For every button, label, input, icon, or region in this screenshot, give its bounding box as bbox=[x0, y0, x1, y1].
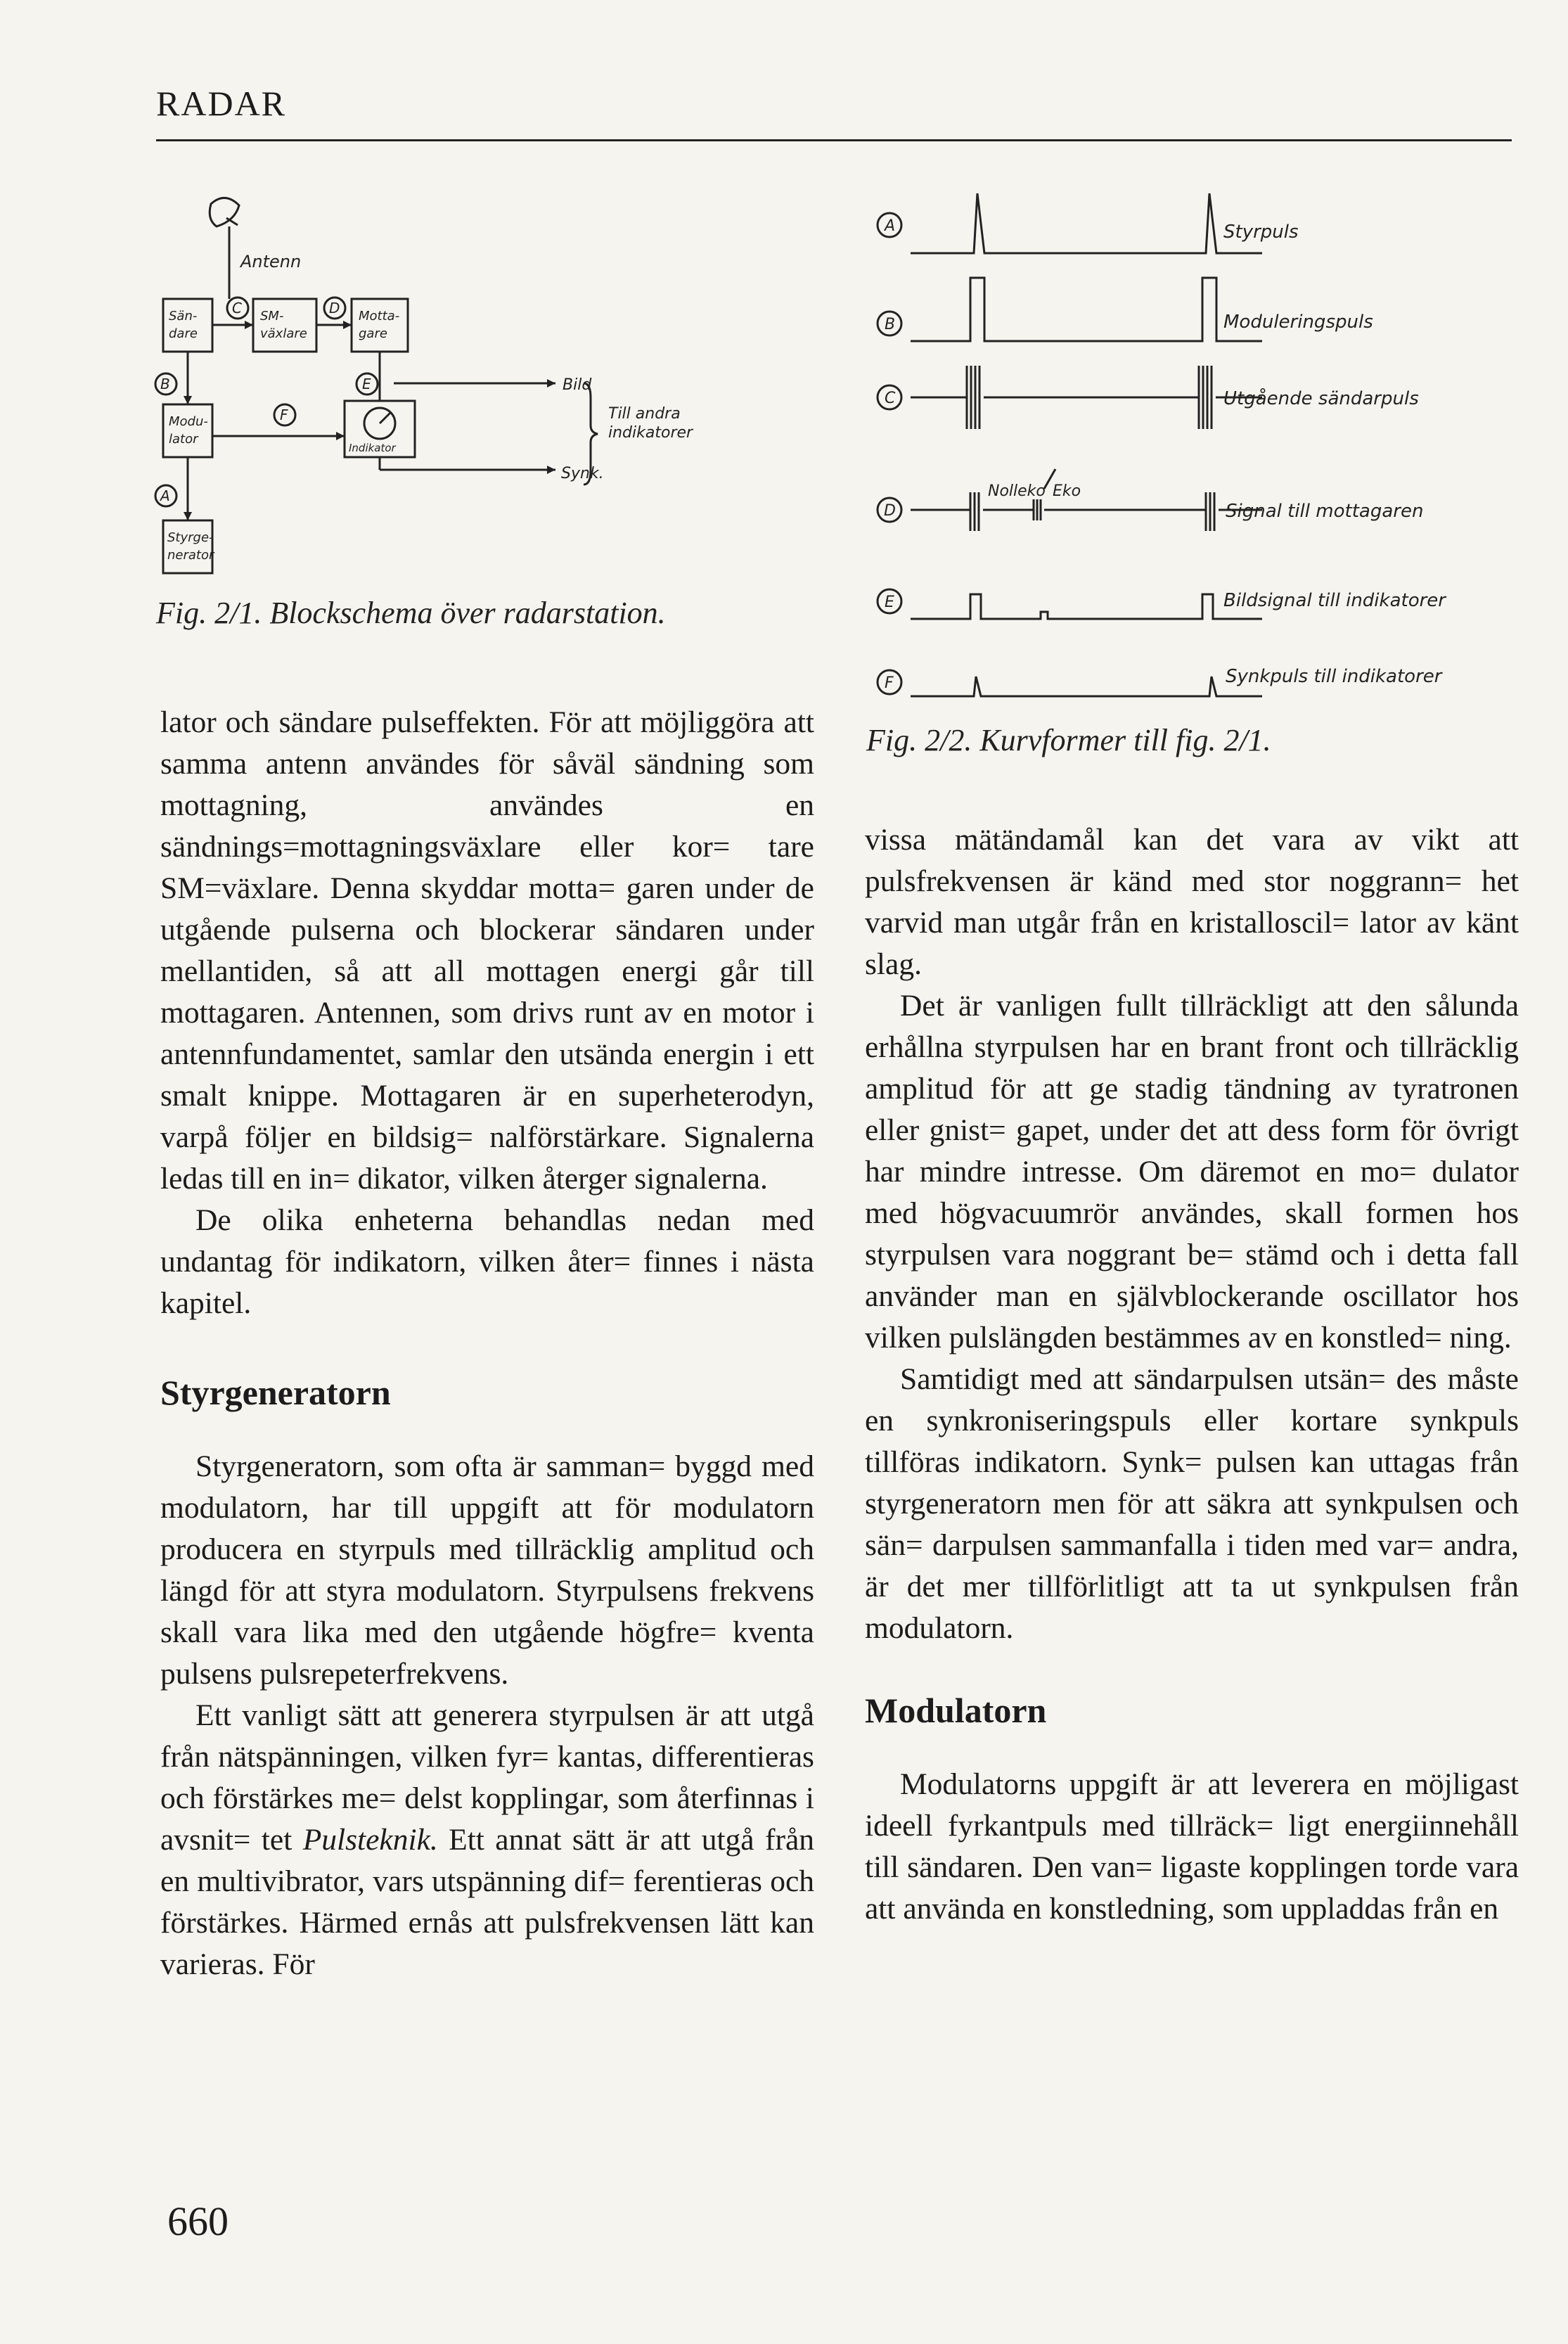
trace-d-marker: D bbox=[884, 502, 896, 520]
fig1-caption: Fig. 2/1. Blockschema över radarstation. bbox=[156, 596, 666, 630]
sm-switch-label-2: växlare bbox=[260, 326, 307, 341]
header-rule bbox=[156, 139, 1512, 141]
right-paragraph-1: vissa mätändamål kan det vara av vikt att pulsfrekvensen är känd med stor noggrann= het varvid man utgår från en kristalloscil= lator av känt slag. bbox=[865, 823, 1519, 981]
trace-a-marker: A bbox=[885, 217, 896, 235]
trace-a-label: Styrpuls bbox=[1223, 222, 1299, 243]
fig2-caption: Fig. 2/2. Kurvformer till fig. 2/1. bbox=[866, 723, 1271, 757]
waveform-diagram bbox=[868, 176, 1501, 724]
waveform-a bbox=[911, 193, 1262, 253]
image-output-label: Bild bbox=[563, 376, 592, 394]
p4-text-before: Ett vanligt sätt att generera styrpulsen är att utgå från nätspänningen, vilken fyr= kantas, differentieras och förstärkes me= delst kopplingar, som återfinnas i avsnit= tet bbox=[160, 1698, 814, 1857]
marker-e: E bbox=[362, 376, 371, 392]
control-generator-label-1: Styrge- bbox=[167, 530, 214, 545]
p4-italic-term: Pulsteknik. bbox=[302, 1823, 438, 1857]
other-indicators-label-2: indikatorer bbox=[608, 424, 693, 442]
other-indicators-label-1: Till andra bbox=[608, 405, 681, 423]
right-paragraph-2: Det är vanligen fullt tillräckligt att den sålunda erhållna styrpulsen har en brant front och tillräcklig amplitud för att ge stadig tändning av tyratronen eller gnist= gapet, under det att dess form för övrigt har mindre intresse. Om däremot en mo= dulator med högvacuumrör användes, skall formen hos styrpulsen vara noggrant be= stämd och i detta fall använder man en självblockerande oscillator hos vilken pulslängden bestämmes av en konstled= ning. bbox=[865, 989, 1519, 1354]
indicator-label: Indikator bbox=[349, 442, 396, 454]
trace-d-label: Signal till mottagaren bbox=[1226, 501, 1424, 522]
receiver-label-1: Motta- bbox=[359, 309, 400, 324]
sm-switch-label-1: SM- bbox=[260, 309, 284, 324]
modulator-label-2: lator bbox=[169, 432, 198, 447]
left-paragraph-3: Styrgeneratorn, som ofta är samman= byggd med modulatorn, har till uppgift att för modulatorn producera en styrpuls med tillräcklig amplitud och längd för att styra modulatorn. Styrpulsens frekvens skall vara lika med den utgående högfre= kventa pulsens pulsrepeterfrekvens. bbox=[160, 1449, 814, 1691]
section-heading-modulatorn: Modulatorn bbox=[865, 1691, 1047, 1730]
waveform-c bbox=[911, 366, 1262, 429]
trace-c-marker: C bbox=[885, 390, 896, 407]
marker-a: A bbox=[160, 487, 170, 504]
waveform-e bbox=[911, 594, 1262, 619]
trace-f-marker: F bbox=[885, 674, 894, 692]
marker-b: B bbox=[160, 376, 170, 392]
marker-c: C bbox=[232, 300, 242, 316]
right-paragraph-3: Samtidigt med att sändarpulsen utsän= des måste en synkroniseringspuls eller kortare synkpuls tillföras indikatorn. Synk= pulsen kan uttagas från styrgeneratorn men för att säkra att synkpulsen och sän= darpulsen sammanfalla i tiden med var= andra, är det mer tillförlitligt att ta ut synkpulsen från modulatorn. bbox=[865, 1362, 1519, 1645]
left-paragraph-4 bbox=[160, 1695, 814, 1985]
modulator-label-1: Modu- bbox=[169, 414, 208, 429]
running-header: RADAR bbox=[156, 84, 287, 123]
sync-output-label: Synk. bbox=[561, 465, 604, 482]
receiver-label-2: gare bbox=[359, 326, 387, 341]
trace-c-label: Utgående sändarpuls bbox=[1223, 388, 1419, 409]
waveform-d bbox=[911, 492, 1262, 531]
transmitter-label-1: Sän- bbox=[169, 309, 198, 324]
marker-f: F bbox=[280, 406, 288, 423]
p4-text-after: Ett annat sätt är att utgå från en multivibrator, vars utspänning dif= ferentieras och förstärkes. Härmed ernås att pulsfrekvensen lätt kan varieras. För bbox=[160, 1823, 815, 1981]
antenna-label: Antenn bbox=[240, 252, 302, 271]
marker-d: D bbox=[329, 300, 340, 316]
receiver-box bbox=[352, 299, 408, 352]
antenna-icon bbox=[210, 198, 239, 226]
right-paragraph-4: Modulatorns uppgift är att leverera en möjligast ideell fyrkantpuls med tillräck= ligt energiinnehåll till sändaren. Den van= ligaste kopplingen torde vara att använda en konstledning, som uppladdas från en bbox=[865, 1767, 1519, 1926]
right-column bbox=[865, 819, 1519, 1930]
page-number: 660 bbox=[167, 2198, 229, 2244]
transmitter-box bbox=[163, 299, 212, 352]
left-paragraph-1: lator och sändare pulseffekten. För att möjliggöra att samma antenn användes för såväl sändning som mottagning, användes en sändnings=mottagningsväxlare eller kor= tare SM=växlare. Denna skyddar motta= garen under de utgående pulserna och blockerar sändaren under mellantiden, så att all mottagen energi går till mottagaren. Antennen, som drivs runt av en motor i antennfundamentet, samlar den utsända energin i ett smalt knippe. Mottagaren är en superheterodyn, varpå följer en bildsig= nalförstärkare. Signalerna ledas till en in= dikator, vilken återger signalerna. bbox=[160, 705, 814, 1196]
sm-switch-box bbox=[253, 299, 316, 352]
transmitter-label-2: dare bbox=[169, 326, 198, 341]
block-diagram bbox=[162, 190, 759, 584]
zero-echo-label: Nolleko bbox=[988, 482, 1046, 500]
waveform-f bbox=[911, 677, 1262, 696]
modulator-box bbox=[163, 404, 212, 457]
trace-b-marker: B bbox=[885, 316, 896, 333]
waveform-b bbox=[911, 278, 1262, 341]
control-generator-label-2: nerator bbox=[167, 548, 214, 563]
left-column bbox=[160, 702, 814, 1985]
echo-label: Eko bbox=[1053, 482, 1081, 500]
trace-b-label: Moduleringspuls bbox=[1223, 312, 1373, 333]
trace-e-label: Bildsignal till indikatorer bbox=[1223, 590, 1446, 611]
trace-f-label: Synkpuls till indikatorer bbox=[1226, 666, 1442, 687]
section-heading-styrgeneratorn: Styrgeneratorn bbox=[160, 1373, 391, 1412]
left-paragraph-2: De olika enheterna behandlas nedan med undantag för indikatorn, vilken åter= finnes i nästa kapitel. bbox=[160, 1203, 814, 1320]
trace-e-marker: E bbox=[885, 594, 894, 611]
control-generator-box bbox=[163, 520, 212, 573]
